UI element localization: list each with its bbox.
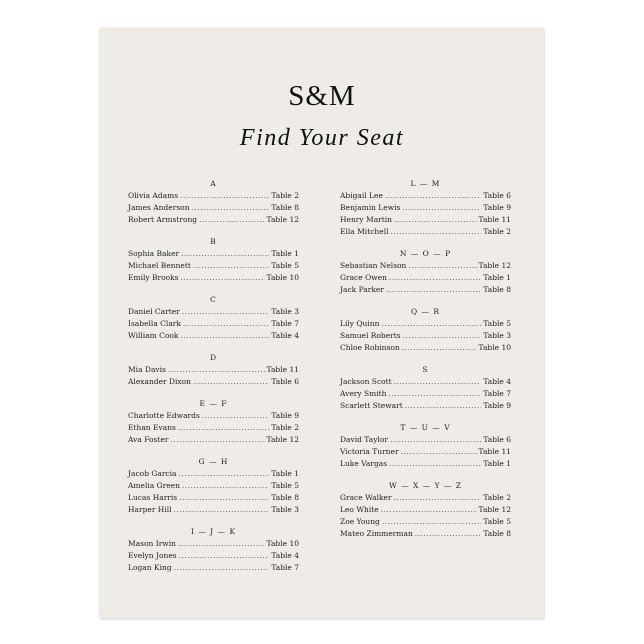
guest-name: Mateo Zimmerman: [340, 529, 413, 538]
table-number: Table 9: [483, 401, 511, 410]
guest-row: [340, 330, 511, 342]
guest-row: [128, 468, 299, 480]
table-number: Table 5: [271, 261, 299, 270]
table-number: Table 8: [271, 203, 299, 212]
table-number: Table 6: [483, 191, 511, 200]
guest-name: Grace Walker: [340, 493, 392, 502]
guest-name: William Cook: [128, 331, 179, 340]
dot-leader: [202, 410, 270, 422]
guest-row: [128, 550, 299, 562]
dot-leader: [178, 422, 269, 434]
guest-name: Leo White: [340, 505, 379, 514]
guest-name: David Taylor: [340, 435, 388, 444]
guest-row: [128, 248, 299, 260]
guest-row: [340, 284, 511, 296]
monogram: S&M: [288, 80, 356, 112]
right-column: [340, 178, 511, 550]
guest-name: Luke Vargas: [340, 459, 388, 468]
guest-name: Charlotte Edwards: [128, 411, 200, 420]
table-number: Table 6: [483, 435, 511, 444]
guest-row: [128, 272, 299, 284]
dot-leader: [182, 306, 270, 318]
letter-group: [340, 248, 511, 296]
dot-leader: [168, 364, 265, 376]
guest-name: Sophia Baker: [128, 249, 180, 258]
dot-leader: [180, 190, 269, 202]
letter-group: [128, 352, 299, 388]
table-number: Table 3: [483, 331, 511, 340]
guest-row: [128, 376, 299, 388]
guest-name: Alexander Dixon: [128, 377, 191, 386]
guest-row: [340, 446, 511, 458]
letter-heading: G — H: [198, 457, 229, 466]
dot-leader: [382, 516, 481, 528]
dot-leader: [390, 434, 481, 446]
guest-row: [340, 272, 511, 284]
guest-row: [128, 260, 299, 272]
guest-name: Grace Owen: [340, 273, 387, 282]
guest-name: Samuel Roberts: [340, 331, 401, 340]
table-number: Table 7: [271, 319, 299, 328]
page-title: Find Your Seat: [239, 125, 405, 151]
letter-group: [128, 526, 299, 574]
guest-name: Jackson Scott: [340, 377, 392, 386]
guest-row: [128, 504, 299, 516]
table-number: Table 5: [483, 517, 511, 526]
letter-group: [128, 236, 299, 284]
dot-leader: [199, 214, 264, 226]
guest-row: [128, 538, 299, 550]
guest-name: Harper Hill: [128, 505, 172, 514]
table-number: Table 12: [478, 261, 511, 270]
table-number: Table 10: [478, 343, 511, 352]
dot-leader: [391, 226, 482, 238]
guest-row: [340, 458, 511, 470]
dot-leader: [403, 330, 482, 342]
table-number: Table 1: [271, 469, 299, 478]
dot-leader: [394, 376, 482, 388]
table-number: Table 12: [478, 505, 511, 514]
dot-leader: [389, 388, 482, 400]
dot-leader: [193, 260, 269, 272]
dot-leader: [408, 260, 476, 272]
table-number: Table 2: [483, 227, 511, 236]
table-number: Table 9: [271, 411, 299, 420]
table-number: Table 8: [483, 285, 511, 294]
letter-group: [340, 306, 511, 354]
guest-row: [128, 306, 299, 318]
dot-leader: [381, 504, 477, 516]
letter-group: [340, 422, 511, 470]
guest-row: [128, 214, 299, 226]
guest-row: [340, 504, 511, 516]
guest-name: Mason Irwin: [128, 539, 176, 548]
guest-name: Victoria Turner: [340, 447, 399, 456]
dot-leader: [174, 504, 270, 516]
letter-heading: T — U — V: [400, 423, 451, 432]
guest-row: [340, 202, 511, 214]
letter-heading: S: [422, 365, 429, 374]
dot-leader: [402, 202, 481, 214]
guest-row: [340, 214, 511, 226]
table-number: Table 1: [271, 249, 299, 258]
dot-leader: [183, 318, 269, 330]
table-number: Table 10: [266, 539, 299, 548]
guest-name: Avery Smith: [340, 389, 387, 398]
dot-leader: [389, 458, 481, 470]
guest-row: [340, 388, 511, 400]
dot-leader: [394, 214, 477, 226]
letter-heading: L — M: [410, 179, 441, 188]
table-number: Table 8: [271, 493, 299, 502]
letter-heading: Q — R: [410, 307, 441, 316]
dot-leader: [170, 434, 264, 446]
letter-group: [128, 178, 299, 226]
guest-name: Jacob Garcia: [128, 469, 177, 478]
table-number: Table 1: [483, 459, 511, 468]
table-number: Table 9: [483, 203, 511, 212]
dot-leader: [181, 248, 269, 260]
guest-name: Ella Mitchell: [340, 227, 389, 236]
table-number: Table 11: [478, 215, 511, 224]
letter-heading: C: [210, 295, 217, 304]
guest-name: Olivia Adams: [128, 191, 179, 200]
letter-group: [128, 398, 299, 446]
table-number: Table 11: [478, 447, 511, 456]
guest-row: [128, 364, 299, 376]
table-number: Table 2: [271, 423, 299, 432]
letter-group: [340, 178, 511, 238]
letter-group: [128, 456, 299, 516]
guest-name: Ethan Evans: [128, 423, 176, 432]
table-number: Table 4: [271, 331, 299, 340]
guest-row: [340, 342, 511, 354]
table-number: Table 7: [271, 563, 299, 572]
guest-name: Chloe Robinson: [340, 343, 400, 352]
guest-name: Lily Quinn: [340, 319, 380, 328]
letter-heading: N — O — P: [399, 249, 452, 258]
guest-name: Lucas Harris: [128, 493, 178, 502]
table-number: Table 11: [266, 365, 299, 374]
table-number: Table 12: [266, 215, 299, 224]
guest-row: [128, 318, 299, 330]
guest-name: Jack Parker: [340, 285, 384, 294]
table-number: Table 2: [483, 493, 511, 502]
letter-group: [340, 480, 511, 540]
guest-name: Amelia Green: [128, 481, 180, 490]
guest-row: [340, 226, 511, 238]
dot-leader: [385, 190, 481, 202]
letter-heading: A: [210, 179, 217, 188]
guest-name: Sebastian Nelson: [340, 261, 407, 270]
guest-row: [340, 190, 511, 202]
guest-row: [340, 528, 511, 540]
guest-row: [340, 260, 511, 272]
dot-leader: [181, 272, 265, 284]
table-number: Table 5: [483, 319, 511, 328]
guest-name: Logan King: [128, 563, 172, 572]
table-number: Table 3: [271, 307, 299, 316]
guest-name: Benjamin Lewis: [340, 203, 401, 212]
letter-heading: W — X — Y — Z: [388, 481, 462, 490]
table-number: Table 8: [483, 529, 511, 538]
letter-group: [340, 364, 511, 412]
guest-row: [340, 434, 511, 446]
guest-row: [128, 410, 299, 422]
left-column: [128, 178, 299, 584]
guest-name: Mia Davis: [128, 365, 166, 374]
table-number: Table 4: [271, 551, 299, 560]
guest-name: Robert Armstrong: [128, 215, 198, 224]
dot-leader: [179, 550, 270, 562]
guest-name: Daniel Carter: [128, 307, 180, 316]
dot-leader: [405, 400, 482, 412]
guest-row: [340, 516, 511, 528]
dot-leader: [179, 468, 270, 480]
guest-name: Evelyn Jones: [128, 551, 177, 560]
seating-chart-poster: [100, 28, 544, 618]
guest-name: Isabella Clark: [128, 319, 181, 328]
table-number: Table 7: [483, 389, 511, 398]
dot-leader: [381, 318, 481, 330]
dot-leader: [192, 202, 270, 214]
guest-name: Abigail Lee: [340, 191, 383, 200]
guest-name: James Anderson: [128, 203, 190, 212]
guest-row: [128, 422, 299, 434]
table-number: Table 6: [271, 377, 299, 386]
guest-row: [128, 434, 299, 446]
dot-leader: [402, 342, 477, 354]
table-number: Table 5: [271, 481, 299, 490]
dot-leader: [394, 492, 482, 504]
letter-heading: E — F: [199, 399, 228, 408]
dot-leader: [415, 528, 482, 540]
guest-name: Emily Brooks: [128, 273, 179, 282]
guest-name: Scarlett Stewart: [340, 401, 403, 410]
guest-row: [340, 492, 511, 504]
dot-leader: [389, 272, 481, 284]
guest-name: Henry Martin: [340, 215, 392, 224]
guest-row: [340, 318, 511, 330]
dot-leader: [174, 562, 270, 574]
guest-name: Ava Foster: [128, 435, 169, 444]
dot-leader: [179, 492, 269, 504]
guest-name: Zoe Young: [340, 517, 380, 526]
dot-leader: [180, 330, 269, 342]
letter-heading: B: [210, 237, 217, 246]
table-number: Table 2: [271, 191, 299, 200]
dot-leader: [193, 376, 269, 388]
dot-leader: [401, 446, 477, 458]
guest-row: [128, 190, 299, 202]
table-number: Table 1: [483, 273, 511, 282]
guest-row: [128, 492, 299, 504]
dot-leader: [178, 538, 265, 550]
guest-row: [128, 202, 299, 214]
letter-heading: D: [209, 353, 217, 362]
letter-group: [128, 294, 299, 342]
table-number: Table 12: [266, 435, 299, 444]
guest-row: [340, 400, 511, 412]
table-number: Table 4: [483, 377, 511, 386]
guest-row: [128, 480, 299, 492]
table-number: Table 3: [271, 505, 299, 514]
letter-heading: I — J — K: [190, 527, 237, 536]
guest-name: Michael Bennett: [128, 261, 191, 270]
dot-leader: [386, 284, 481, 296]
guest-row: [340, 376, 511, 388]
guest-row: [128, 330, 299, 342]
table-number: Table 10: [266, 273, 299, 282]
dot-leader: [182, 480, 269, 492]
guest-row: [128, 562, 299, 574]
